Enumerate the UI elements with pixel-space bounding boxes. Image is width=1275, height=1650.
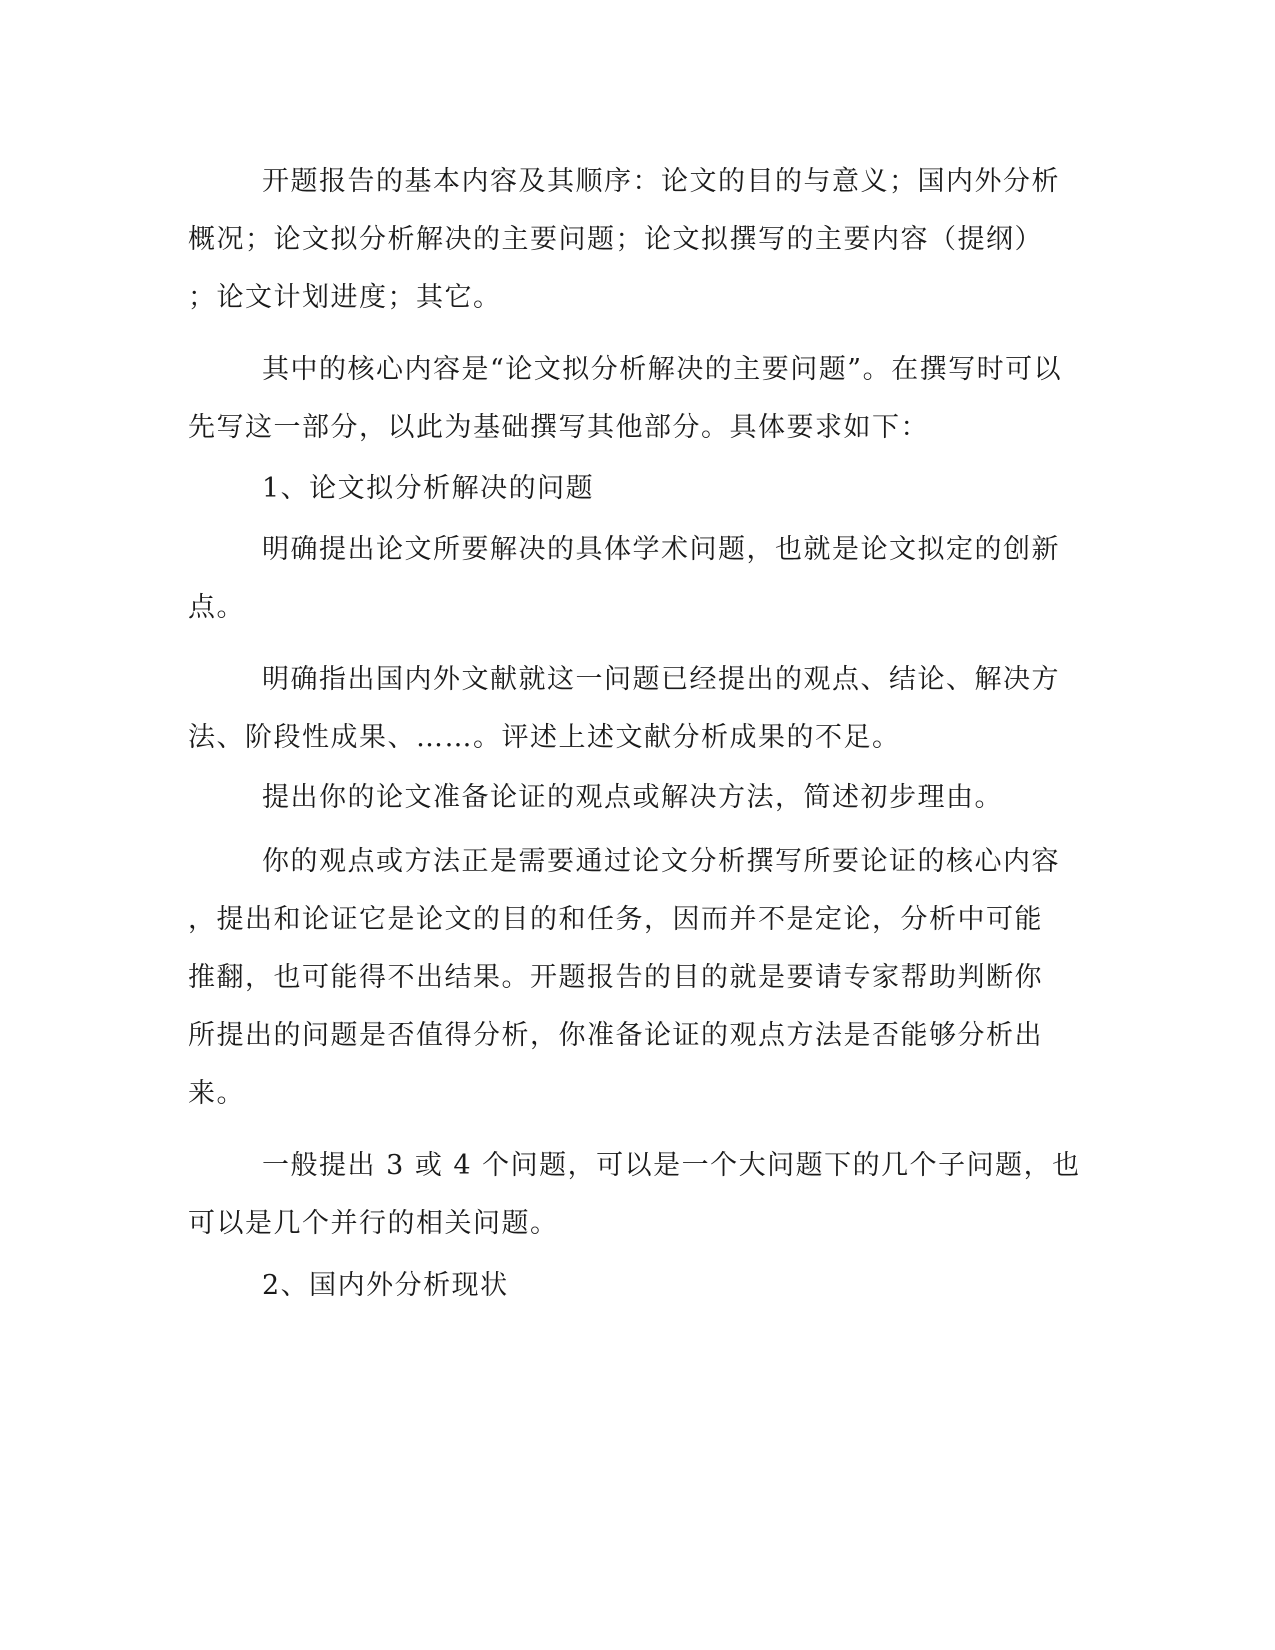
paragraph-line: 先写这一部分，以此为基础撰写其他部分。具体要求如下： — [188, 412, 929, 443]
paragraph-line: 其中的核心内容是“论文拟分析解决的主要问题”。在撰写时可以 — [262, 354, 1063, 385]
paragraph-line: 你的观点或方法正是需要通过论文分析撰写所要论证的核心内容 — [262, 846, 1060, 877]
paragraph-line: 概况；论文拟分析解决的主要问题；论文拟撰写的主要内容（提纲） — [188, 224, 1043, 255]
paragraph-line: 法、阶段性成果、……。评述上述文献分析成果的不足。 — [188, 722, 901, 753]
paragraph-line: 提出你的论文准备论证的观点或解决方法，简述初步理由。 — [262, 782, 1003, 813]
paragraph-line: 推翻，也可能得不出结果。开题报告的目的就是要请专家帮助判断你 — [188, 962, 1043, 993]
paragraph-line: 点。 — [188, 592, 245, 623]
paragraph-line: 所提出的问题是否值得分析，你准备论证的观点方法是否能够分析出 — [188, 1020, 1043, 1051]
paragraph-line: 可以是几个并行的相关问题。 — [188, 1208, 559, 1239]
section-heading: 2、国内外分析现状 — [262, 1270, 509, 1301]
paragraph-line: ，提出和论证它是论文的目的和任务，因而并不是定论，分析中可能 — [188, 904, 1043, 935]
paragraph-line: ；论文计划进度；其它。 — [188, 282, 502, 313]
paragraph-line: 来。 — [188, 1078, 245, 1109]
section-heading: 1、论文拟分析解决的问题 — [262, 473, 595, 504]
paragraph-line: 明确指出国内外文献就这一问题已经提出的观点、结论、解决方 — [262, 664, 1060, 695]
paragraph-line: 开题报告的基本内容及其顺序：论文的目的与意义；国内外分析 — [262, 166, 1060, 197]
paragraph-line: 明确提出论文所要解决的具体学术问题，也就是论文拟定的创新 — [262, 534, 1060, 565]
paragraph-line: 一般提出 3 或 4 个问题，可以是一个大问题下的几个子问题，也 — [262, 1150, 1081, 1181]
